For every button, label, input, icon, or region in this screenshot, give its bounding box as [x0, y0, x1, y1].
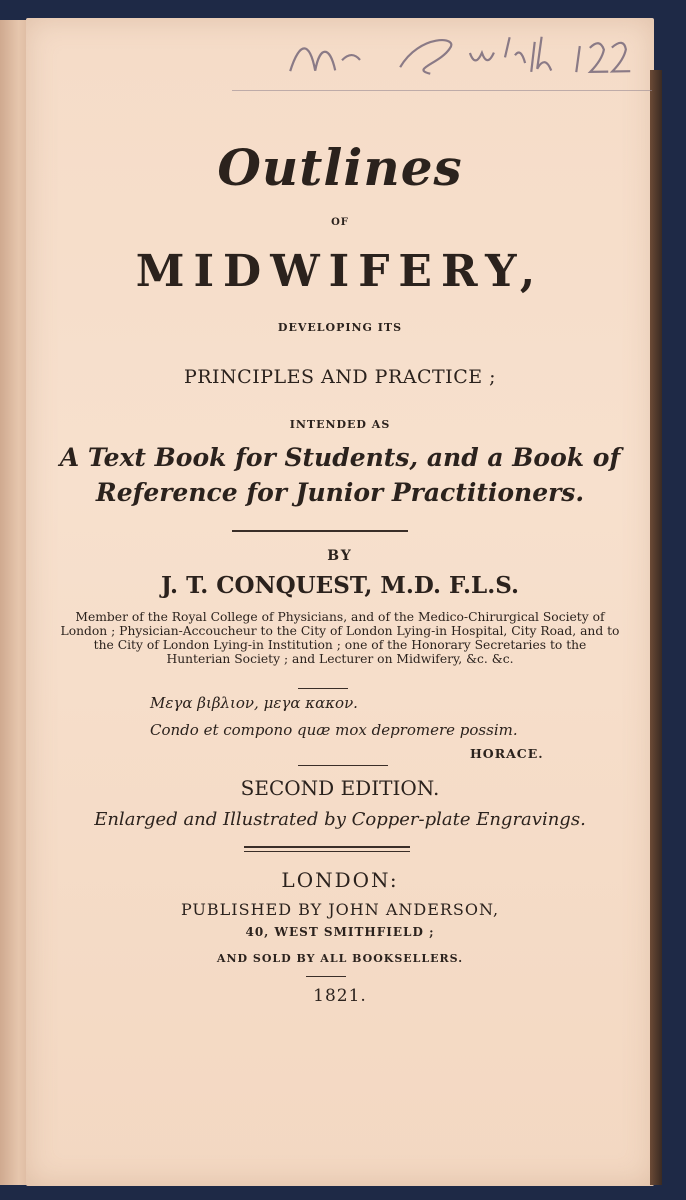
author-credentials: Member of the Royal College of Physicians, and of the Medico-Chirurgical Society of London ; Physician-Accoucheur to the City of London Lying-in Hospital, City Road, and to the City of London Lying-in Institution ; one of the Honorary Secretaries to the Hunterian Society ; and Lecturer on Midwifery, &c. &c.	[60, 610, 620, 666]
divider-rule-4a	[244, 846, 410, 848]
subtitle-principles: PRINCIPLES AND PRACTICE ;	[183, 366, 497, 388]
imprint-city: LONDON:	[281, 868, 399, 892]
title-of: OF	[331, 217, 349, 228]
imprint-address: 40, WEST SMITHFIELD ;	[245, 925, 435, 939]
imprint-publisher: PUBLISHED BY JOHN ANDERSON,	[180, 900, 500, 919]
textbook-line-2: Reference for Junior Practitioners.	[95, 478, 585, 507]
by-label: BY	[327, 548, 353, 564]
divider-rule-5	[306, 976, 346, 977]
enlarged-note: Enlarged and Illustrated by Copper-plate Engravings.	[94, 809, 586, 830]
subtitle-developing: DEVELOPING ITS	[277, 321, 403, 334]
author-name: J. T. CONQUEST, M.D. F.L.S.	[160, 572, 520, 599]
greek-epigraph: Μεγα βιβλιον, μεγα κακον.	[150, 694, 358, 712]
edition: SECOND EDITION.	[240, 776, 440, 800]
signature-scribble	[280, 25, 661, 92]
latin-epigraph: Condo et compono quæ mox depromere possim.	[150, 721, 518, 739]
title-outlines: Outlines	[217, 138, 463, 197]
divider-rule-4b	[244, 851, 410, 852]
imprint-year: 1821.	[313, 986, 367, 1006]
imprint-sold: AND SOLD BY ALL BOOKSELLERS.	[216, 952, 464, 965]
book-spine-edge	[650, 70, 662, 1185]
signature-underline	[232, 90, 652, 91]
divider-rule-1	[232, 530, 408, 532]
divider-rule-3	[298, 765, 388, 766]
subtitle-intended: INTENDED AS	[289, 418, 391, 431]
handwritten-signature	[280, 25, 661, 92]
epigraph-author: HORACE.	[470, 746, 544, 761]
divider-rule-2	[298, 688, 348, 689]
textbook-line-1: A Text Book for Students, and a Book of	[59, 443, 621, 472]
main-title: MIDWIFERY,	[135, 246, 545, 297]
